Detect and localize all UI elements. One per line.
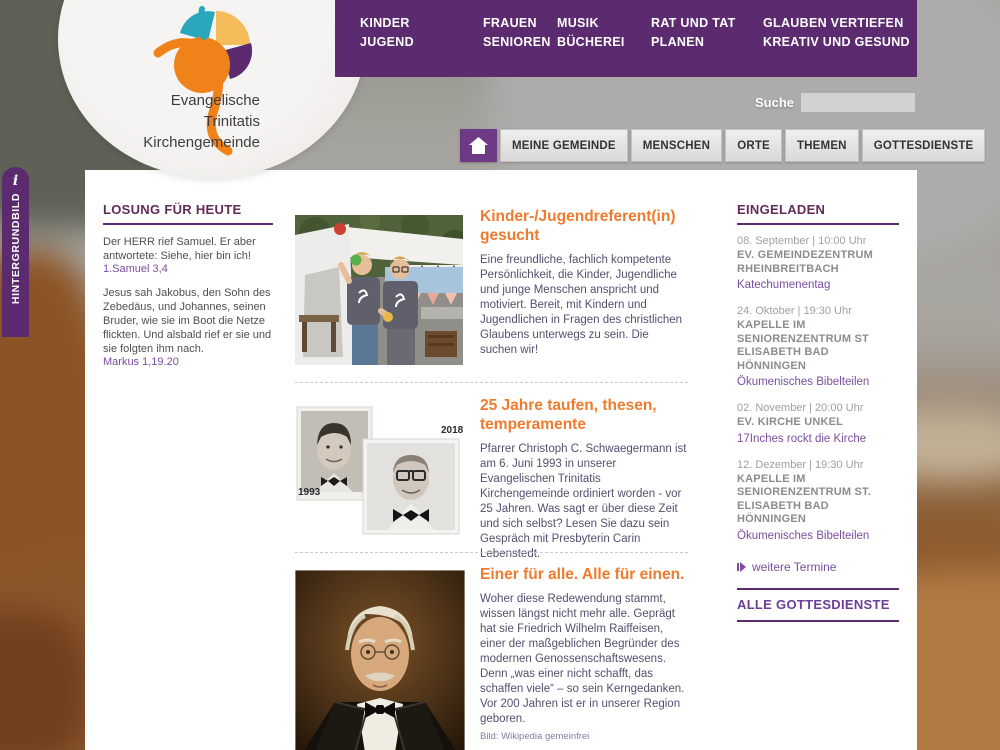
tab-meine-gemeinde[interactable]: MEINE GEMEINDE [500, 129, 628, 162]
photo-year-label: 2018 [441, 425, 464, 436]
nav-item-glauben-vertiefen[interactable]: GLAUBEN VERTIEFEN KREATIV UND GESUND [763, 16, 910, 49]
events-heading: EINGELADEN [737, 202, 899, 225]
logo-wordmark[interactable] [92, 90, 260, 153]
event-link[interactable]: 17Inches rockt die Kirche [737, 432, 867, 445]
article-image-juggling[interactable] [295, 215, 463, 365]
event-location: KAPELLE IM SENIORENZENTRUM ST ELISABETH BAD HÖNNINGEN [737, 319, 869, 372]
tab-gottesdienste[interactable]: GOTTESDIENSTE [862, 129, 986, 162]
event-item [737, 402, 899, 446]
article-25-jahre [295, 383, 688, 562]
event-datetime: 08. September | 10:00 Uhr [737, 235, 867, 247]
nav-item-kinder-jugend[interactable]: KINDER JUGEND [360, 16, 414, 49]
event-datetime: 02. November | 20:00 Uhr [737, 402, 864, 414]
background-tab-label: HINTERGRUNDBILD [9, 193, 22, 305]
background-image-tab[interactable] [2, 167, 29, 337]
event-item [737, 459, 899, 543]
tab-themen[interactable]: THEMEN [785, 129, 859, 162]
nav-item-frauen-senioren[interactable]: FRAUEN SENIOREN [483, 16, 551, 49]
arrow-right-icon [737, 562, 746, 572]
event-location: EV. KIRCHE UNKEL [737, 416, 844, 428]
image-credit: Bild: Wikipedia gemeinfrei [480, 731, 590, 742]
tab-menschen[interactable]: MENSCHEN [631, 129, 722, 162]
article-image-portraits[interactable] [295, 401, 465, 536]
portraits-graphic [295, 401, 465, 536]
verse-text: Jesus sah Jakobus, den Sohn des Zebedäus, und Johannes, seinen Bruder, wie sie im Boot die Netze flickten. Und alsbald rief er sie und sie folgten ihm nach. [103, 287, 272, 355]
info-icon: i [12, 173, 19, 189]
event-link[interactable]: Ökumenisches Bibelteilen [737, 376, 870, 388]
verse-reference[interactable]: 1.Samuel 3,4 [103, 263, 168, 275]
home-icon [468, 136, 489, 155]
verse-text: Der HERR rief Samuel. Er aber antwortete: Siehe, hier bin ich! [103, 236, 256, 262]
article-body: Pfarrer Christoph C. Schwaegermann ist am 6. Juni 1993 in unserer Evangelischen Trinitatis Kirchengemeinde ordiniert worden - vor 25 Jahren. Was sagt er über diese Zeit und sich selbst? Lesen Sie dazu sein Gespräch mit Presbyterin Carin Lebenstedt. [480, 443, 687, 560]
event-link[interactable]: Ökumenisches Bibelteilen [737, 529, 870, 542]
nav-item-rat-und-tat[interactable]: RAT UND TAT PLANEN [651, 16, 736, 49]
photo-year-label: 1993 [298, 487, 321, 498]
logo-line-2: Trinitatis [203, 113, 260, 130]
event-datetime: 24. Oktober | 19:30 Uhr [737, 305, 852, 317]
divider [737, 620, 899, 622]
logo-line-3: Kirchengemeinde [143, 134, 260, 151]
article-jugendreferent [295, 202, 688, 358]
logo-line-1: Evangelische [170, 92, 260, 109]
search-label: Suche [755, 95, 795, 110]
article-image-raiffeisen-painting[interactable] [295, 570, 465, 750]
daily-verse-panel [103, 202, 273, 379]
article-body: Woher diese Redewendung stammt, wissen längst nicht mehr alle. Geprägt hat sie Friedrich Wilhelm Raiffeisen, einer der maßgeblichen Begründer des modernen Genossenschaftswesens. Denn „was einer nicht schafft, das schaffen viele“ – so sein Kerngedanken. Vor 200 Jahren ist er in unserer Region geboren. [480, 593, 685, 725]
article-title[interactable]: Einer für alle. Alle für einen. [480, 566, 685, 583]
article-title[interactable]: 25 Jahre taufen, thesen, temperamente [480, 397, 657, 433]
tab-orte[interactable]: ORTE [725, 129, 782, 162]
more-events-link[interactable]: weitere Termine [737, 560, 899, 574]
search-bar [755, 93, 915, 112]
event-datetime: 12. Dezember | 19:30 Uhr [737, 458, 864, 471]
article-title[interactable]: Kinder-/Jugendreferent(in) gesucht [480, 208, 676, 244]
search-input[interactable] [801, 93, 915, 112]
event-item [737, 235, 899, 292]
events-panel [737, 202, 899, 622]
daily-verse-heading: LOSUNG FÜR HEUTE [103, 202, 273, 225]
article-raiffeisen [295, 553, 688, 742]
secondary-navigation [460, 129, 985, 162]
event-link[interactable]: Katechumenentag [737, 279, 831, 291]
article-body: Eine freundliche, fachlich kompetente Persönlichkeit, die Kinder, Jugendliche und junge Menschen anspricht und motiviert. Bereit, mit Kindern und Jugendlichen in Fragen des christlichen Glaubens unterwegs zu sein. Die suchen wir! [480, 254, 683, 356]
nav-item-musik-buecherei[interactable]: MUSIK BÜCHEREI [557, 16, 625, 49]
home-button[interactable] [460, 129, 497, 162]
event-item [737, 305, 899, 389]
top-navigation [335, 0, 917, 77]
verse-reference[interactable]: Markus 1,19.20 [103, 356, 179, 368]
event-location: KAPELLE IM SENIORENZENTRUM ST. ELISABETH BAD HÖNNINGEN [737, 472, 871, 525]
event-location: EV. GEMEINDEZENTRUM RHEINBREITBACH [737, 249, 874, 275]
all-services-link[interactable]: ALLE GOTTESDIENSTE [737, 596, 890, 612]
